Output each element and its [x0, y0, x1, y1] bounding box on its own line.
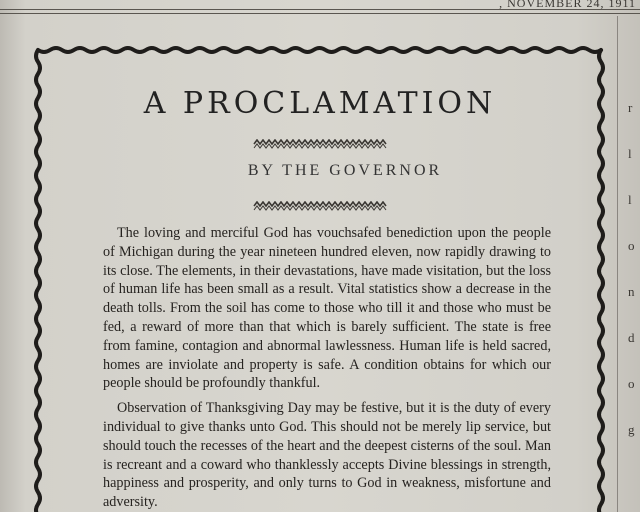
proclamation-title: A PROCLAMATION	[143, 86, 497, 121]
masthead-date-fragment: , NOVEMBER 24, 1911	[499, 0, 636, 10]
ornament-divider-bottom	[0, 198, 640, 216]
column-divider	[617, 16, 618, 512]
proclamation-paragraph-2: Observation of Thanksgiving Day may be festive, but it is the duty of every individual to give thanks unto God. This should not be merely lip service, but should touch the recesses of the heart and the deepest cisterns of the soul. Man is recreant and a coward who thanklessly accepts Divine blessings in strength, happiness and prosperity, and only turns to God in weakness, misfortune and adversity.	[103, 400, 551, 511]
right-column-fragment: g	[628, 422, 635, 437]
proclamation-body	[103, 224, 551, 512]
right-column-fragment: o	[628, 376, 635, 391]
ornament-divider-top	[0, 136, 640, 154]
proclamation-subtitle: BY THE GOVERNOR	[247, 162, 443, 179]
right-column-fragment: r	[628, 100, 633, 115]
right-column-fragment: o	[628, 238, 635, 253]
right-column-fragment: d	[628, 330, 635, 345]
right-column-fragment: n	[628, 284, 635, 299]
proclamation-paragraph-1: The loving and merciful God has vouchsafed benediction upon the people of Michigan during the year nineteen hundred eleven, now rapidly drawing to its close. The elements, in their devastations, have made visitation, but the loss of human life has been small as a result. Vital statistics show a decrease in the death tolls. From the soil has come to those who till it and those who must be fed, a reward of more than that which is barely sufficient. The state is free from famine, contagion and abnormal lawlessness. Human life is held sacred, homes are inviolate and property is safe. A condition obtains for which our people should be profoundly thankful.	[103, 225, 551, 392]
right-column-fragment: l	[628, 192, 632, 207]
right-column-fragment: l	[628, 146, 632, 161]
